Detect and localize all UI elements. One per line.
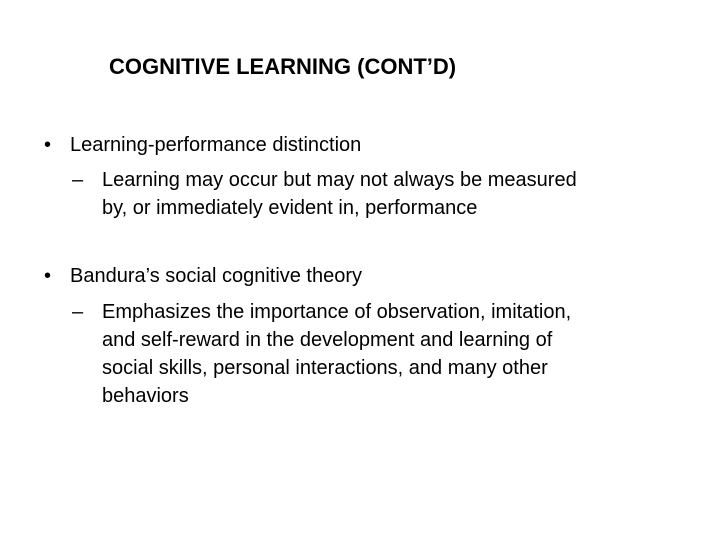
sub-bullet-line: by, or immediately evident in, performance [102,197,478,219]
bullet-text: Bandura’s social cognitive theory [70,265,363,287]
bullet-item [44,262,362,290]
sub-bullet-line: social skills, personal interactions, and many other [102,357,548,379]
sub-bullet-text [102,298,571,410]
bullet-item [44,131,361,159]
sub-bullet-line: behaviors [102,385,189,407]
sub-bullet-marker: – [72,301,84,323]
sub-bullet-line: Emphasizes the importance of observation, imitation, [102,301,572,323]
sub-bullet-line: and self-reward in the development and learning of [102,329,553,351]
bullet-text: Learning-performance distinction [70,134,362,156]
bullet-marker: • [44,134,52,156]
slide-title: COGNITIVE LEARNING (CONT’D) [109,54,457,79]
sub-bullet-item [72,166,577,222]
sub-bullet-marker: – [72,169,84,191]
bullet-marker: • [44,265,52,287]
sub-bullet-item [72,298,571,410]
sub-bullet-text [102,166,577,222]
sub-bullet-line: Learning may occur but may not always be measured [102,169,577,191]
